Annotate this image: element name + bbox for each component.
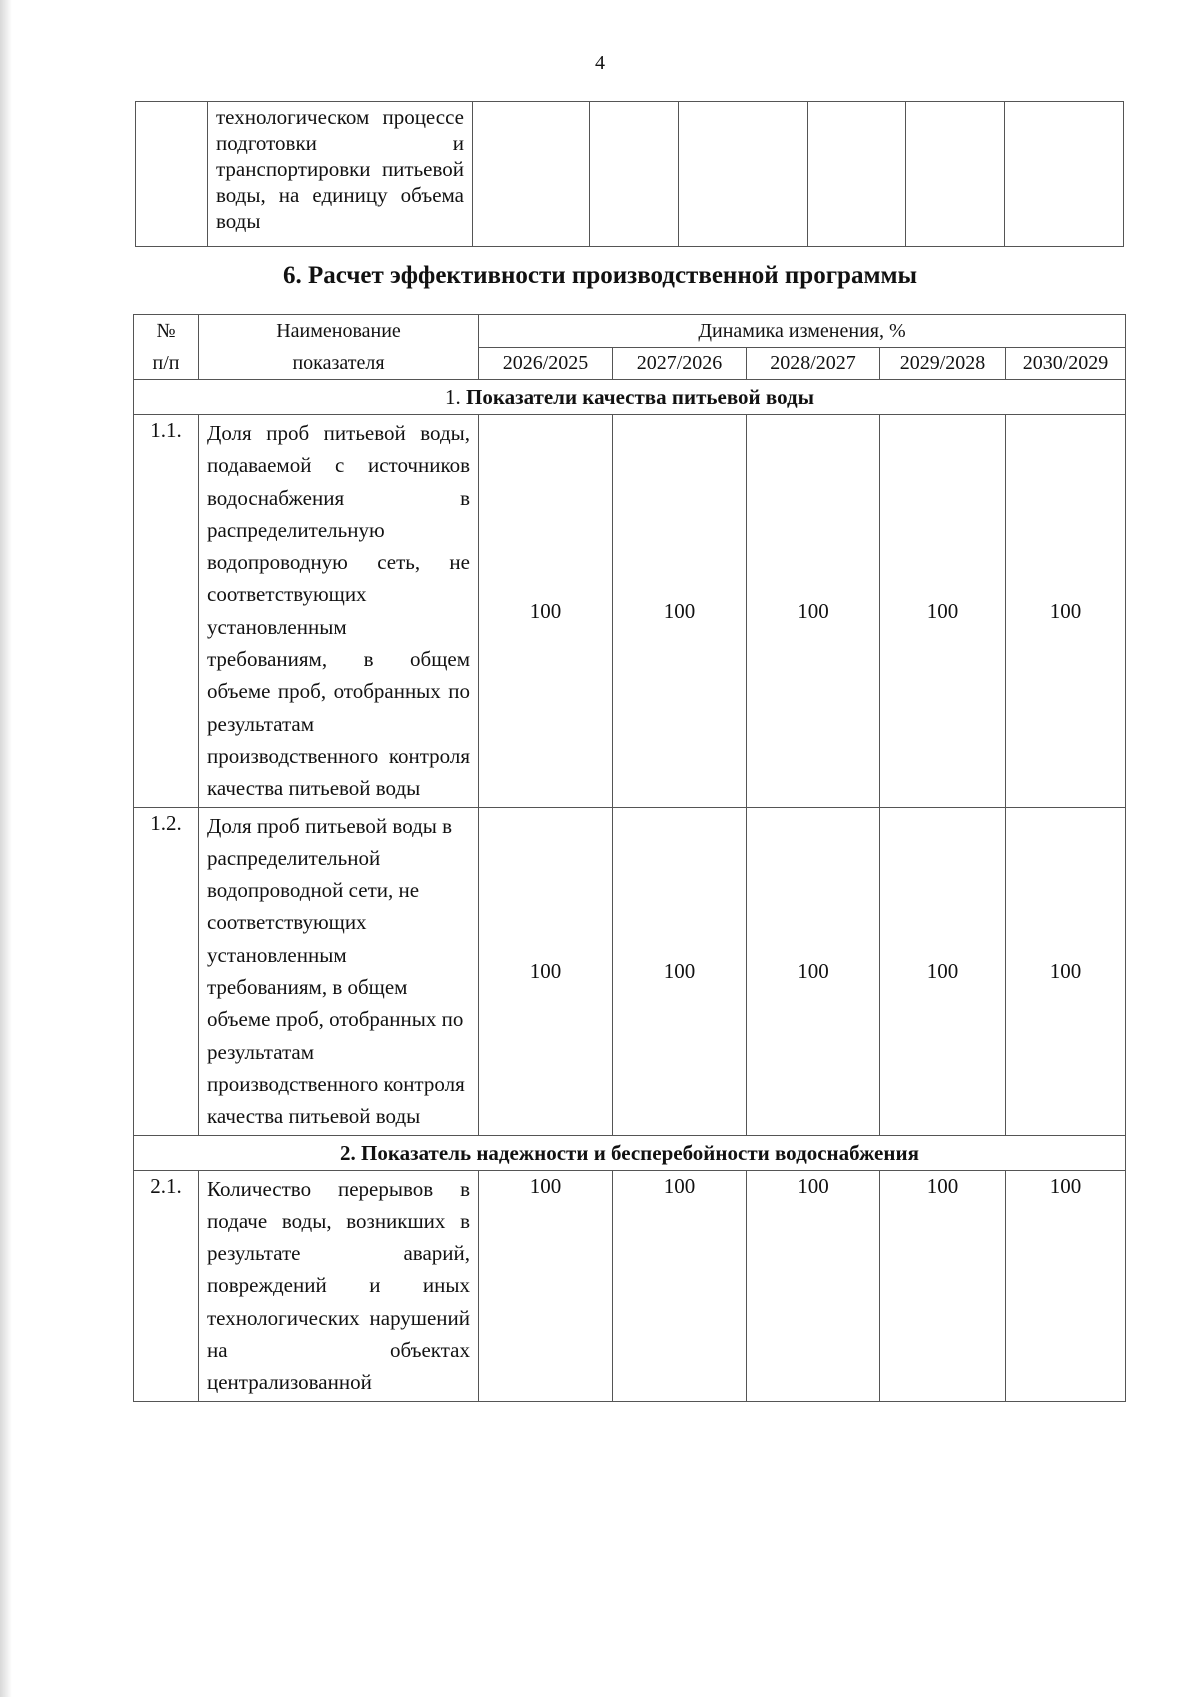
header-period: 2027/2026 xyxy=(613,347,747,380)
section-heading-text: 2. Показатель надежности и бесперебойности водоснабжения xyxy=(340,1140,919,1165)
page-number: 4 xyxy=(595,52,605,74)
row-value: 100 xyxy=(1006,415,1126,808)
table-cell xyxy=(1005,102,1124,247)
table-row xyxy=(136,102,1124,247)
header-period: 2026/2025 xyxy=(479,347,613,380)
header-name: Наименование показателя xyxy=(199,315,479,380)
row-value: 100 xyxy=(613,415,747,808)
row-number: 2.1. xyxy=(134,1170,199,1401)
table-cell xyxy=(590,102,679,247)
row-value: 100 xyxy=(1006,807,1126,1135)
section-heading-row xyxy=(134,380,1126,415)
indicator-text: технологическом процессе подготовки и транспортировки питьевой воды, на единицу объема воды xyxy=(208,102,473,247)
table-cell xyxy=(473,102,590,247)
row-indicator-name: Количество перерывов в подаче воды, возникших в результате аварий, повреждений и иных технологических нарушений на объектах централизованной xyxy=(199,1170,479,1401)
section-title: 6. Расчет эффективности производственной программы xyxy=(282,262,918,289)
section-heading-reliability xyxy=(134,1135,1126,1170)
table-cell xyxy=(906,102,1005,247)
table-cell xyxy=(808,102,906,247)
row-number: 1.1. xyxy=(134,415,199,808)
header-period: 2029/2028 xyxy=(880,347,1006,380)
row-value: 100 xyxy=(613,807,747,1135)
header-period: 2030/2029 xyxy=(1006,347,1126,380)
row-value: 100 xyxy=(880,415,1006,808)
table-cell xyxy=(679,102,808,247)
section-prefix: 1. xyxy=(445,385,461,409)
header-num: № п/п xyxy=(134,315,199,380)
table-cell xyxy=(136,102,208,247)
row-value: 100 xyxy=(479,415,613,808)
table-row xyxy=(134,1170,1126,1401)
row-value: 100 xyxy=(479,1170,613,1401)
row-value: 100 xyxy=(747,807,880,1135)
efficiency-table xyxy=(133,314,1126,1402)
row-value: 100 xyxy=(479,807,613,1135)
section-heading-text: Показатели качества питьевой воды xyxy=(466,385,814,409)
row-value: 100 xyxy=(880,1170,1006,1401)
row-value: 100 xyxy=(1006,1170,1126,1401)
row-value: 100 xyxy=(880,807,1006,1135)
header-row xyxy=(134,315,1126,348)
continued-table-fragment xyxy=(135,101,1124,247)
header-period: 2028/2027 xyxy=(747,347,880,380)
header-dynamics: Динамика изменения, % xyxy=(479,315,1126,348)
row-value: 100 xyxy=(747,415,880,808)
section-heading-quality xyxy=(134,380,1126,415)
row-number: 1.2. xyxy=(134,807,199,1135)
row-value: 100 xyxy=(747,1170,880,1401)
row-indicator-name: Доля проб питьевой воды, подаваемой с источников водоснабжения в распределительную водопроводную сеть, не соответствующих установленным требованиям, в общем объеме проб, отобранных по результатам производственного контроля качества питьевой воды xyxy=(199,415,479,808)
table-row xyxy=(134,415,1126,808)
table-row xyxy=(134,807,1126,1135)
scan-edge-shadow xyxy=(0,0,12,1697)
section-heading-row xyxy=(134,1135,1126,1170)
row-indicator-name: Доля проб питьевой воды в распределительной водопроводной сети, не соответствующих установленным требованиям, в общем объеме проб, отобранных по результатам производственного контроля качества питьевой воды xyxy=(199,807,479,1135)
row-value: 100 xyxy=(613,1170,747,1401)
